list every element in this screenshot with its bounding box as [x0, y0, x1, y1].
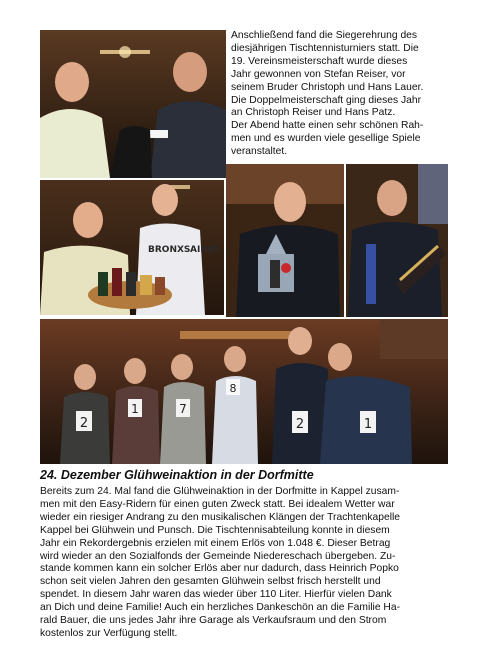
- photo-winner-with-gift: [226, 164, 344, 317]
- shirt-number-3: 7: [179, 402, 187, 416]
- award-line: veranstaltet.: [231, 146, 288, 158]
- shirt-number-2: 1: [131, 402, 139, 416]
- photo-elder-with-gift: [346, 164, 448, 317]
- section-line: Jahr ein Rekordergebnis erzielen mit einem Erlös von 1.048 €. Dieser Betrag: [40, 537, 391, 549]
- section-heading: 24. Dezember Glühweinaktion in der Dorfmitte: [40, 468, 314, 482]
- section-line: men mit den Easy-Ridern für einen guten Zweck statt. Bei idealem Wetter war: [40, 498, 395, 510]
- section-line: kostenlos zur Verfügung stellt.: [40, 627, 178, 639]
- award-line: Jahr gewonnen von Stefan Reiser, vor: [231, 68, 406, 80]
- section-line: schon seit vielen Jahren den gesamten Glühwein selbst frisch herstellt und: [40, 576, 381, 588]
- shirt-number-4: 8: [229, 382, 237, 395]
- winner-with-gift-photo: [226, 164, 344, 317]
- award-line: diesjährigen Tischtennisturniers statt. Die: [231, 42, 419, 54]
- section-line: stande kommen kann ein solcher Erlös aber nur dadurch, dass Heinrich Popko: [40, 563, 399, 575]
- award-line: 19. Vereinsmeisterschaft wurde dieses: [231, 55, 408, 67]
- award-paragraph: [231, 30, 457, 159]
- shirt-number-5: 2: [295, 417, 305, 432]
- gluehwein-section: [40, 468, 448, 641]
- players-numbered-shirts-photo: [40, 319, 448, 464]
- gift-basket-photo: [40, 180, 224, 315]
- award-handover-photo: [40, 30, 226, 178]
- section-line: an Dich und deine Familie! Auch ein herzliches Dankeschön an die Familie Ha-: [40, 602, 401, 614]
- award-line: Der Abend hatte einen sehr schönen Rah-: [231, 120, 424, 132]
- award-line: seinem Bruder Christoph und Hans Lauer.: [231, 81, 424, 93]
- photo-players: [40, 319, 448, 464]
- shirt-number-1: 2: [79, 416, 89, 431]
- svg-text:BRONXS: BRONXS: [148, 245, 191, 255]
- award-line: an Christoph Reiser und Hans Patz.: [231, 107, 396, 119]
- elder-with-gift-photo: [346, 164, 448, 317]
- shirt-number-6: 1: [363, 417, 373, 432]
- section-line: wieder ein riesiger Andrang zu den musikalischen Klängen der Trachtenkapelle: [40, 511, 401, 523]
- section-line: wird wieder an den Sozialfonds der Gemeinde Niedereschach übergeben. Zu-: [40, 550, 396, 562]
- section-line: rald Bauer, die uns jedes Jahr ihre Garage als Verkaufsraum und den Strom: [40, 615, 387, 627]
- section-line: Bereits zum 24. Mal fand die Glühweinaktion in der Dorfmitte in Kappel zusam-: [40, 486, 400, 497]
- svg-text:AIRES: AIRES: [190, 245, 220, 255]
- award-line: Anschließend fand die Siegerehrung des: [231, 30, 418, 41]
- photo-gift-basket: [40, 180, 224, 315]
- award-line: men und es wurden viele gesellige Spiele: [231, 133, 421, 145]
- photo-award-handover: [40, 30, 226, 178]
- section-line: Kappel bei Glühwein und Punsch. Die Tischtennisabteilung konnte in diesem: [40, 524, 390, 536]
- section-line: spendet. In diesem Jahr waren das wieder über 110 Liter. Hierfür vielen Dank: [40, 589, 392, 601]
- award-line: Die Doppelmeisterschaft ging dieses Jahr: [231, 94, 422, 106]
